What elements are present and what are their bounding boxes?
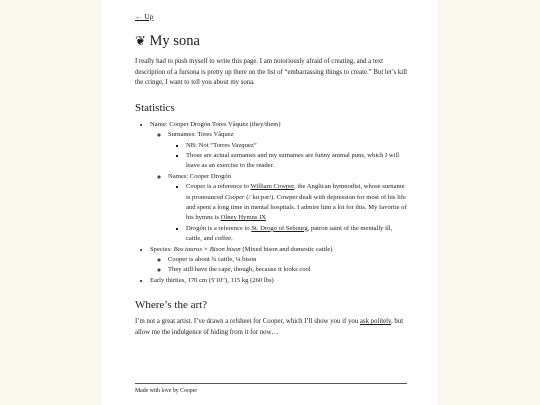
- list-item: [150, 276, 407, 286]
- list-item: [168, 130, 407, 172]
- drogon-text: Drogón is a reference to: [186, 224, 252, 232]
- nb-text: NB: Not “Torres Vazquez”: [186, 141, 257, 149]
- page-title-text: My sona: [149, 33, 200, 49]
- olney-hymns-link[interactable]: Olney Hymns IX: [220, 214, 267, 222]
- cooper-word: Cooper: [224, 193, 245, 201]
- ask-politely-link[interactable]: ask politely: [359, 318, 391, 326]
- species-text: (Mixed bison and domestic cattle): [240, 245, 333, 253]
- names-text: Names: Cooper Drogón: [168, 172, 231, 180]
- art-text: I’m not a great artist. I’ve drawn a refsheet for Cooper, which I’ll show you if you: [135, 318, 360, 326]
- cooper-text: (/ˈkuːpər/). Cowper dealt with depression for most of his life and spent a long time in mental hospitals. I admire him a lot for this. My favorite of his hymns is: [186, 193, 407, 222]
- list-item: [186, 182, 407, 224]
- up-link[interactable]: ← Up: [135, 12, 154, 21]
- footer-text: Made with love by Cooper: [135, 388, 198, 394]
- name-text: Name: Cooper Drogón Tores Vâquez (they/them): [150, 120, 281, 128]
- surnames-note: Those are actual surnames and my surnames are funny animal puns, which I will leave as an exercise to the reader.: [186, 152, 400, 170]
- list-item: [186, 151, 407, 172]
- floral-heart-icon: ❦: [135, 33, 146, 48]
- cooper-text: Cooper is a reference to: [186, 183, 251, 191]
- page-column: [102, 0, 438, 405]
- art-heading: Where’s the art?: [135, 299, 208, 312]
- art-text: , but allow me the indulgence of hiding from it for now…: [135, 318, 404, 336]
- intro-paragraph: I really had to push myself to write this page. I am notoriously afraid of creating, and a text description of a fursona is pretty up there on the list of “embarrassing things to create.” But let’s kill the cringe, I want to tell you about my sona.: [135, 58, 407, 87]
- list-item: [186, 141, 407, 151]
- william-cowper-link[interactable]: William Cowper: [250, 183, 295, 191]
- footer: [135, 383, 407, 395]
- cooper-text: , the Anglican hymnodist, whose surname is pronounced: [186, 183, 405, 201]
- drogon-text: , patron saint of the mentally ill, cattle, and coffee.: [186, 224, 393, 243]
- composition-text: Cooper is about ¾ cattle, ¼ bison: [168, 256, 257, 264]
- list-item: [150, 245, 407, 276]
- main-content: [135, 11, 407, 338]
- surnames-text: Surnames: Tores Vâquez: [168, 131, 234, 139]
- list-item: [168, 265, 407, 275]
- statistics-list: [135, 120, 407, 287]
- list-item: [168, 172, 407, 245]
- st-drogo-link[interactable]: St. Drogo of Sebourg: [251, 224, 308, 232]
- page-title: [135, 31, 407, 51]
- age-text: Early thirties, 170 cm (5′10″), 115 kg (260 lbs): [150, 276, 274, 284]
- species-label: Species:: [150, 245, 174, 253]
- statistics-heading: Statistics: [135, 101, 175, 114]
- species-latin: Bos taurus × Bison bison: [173, 245, 241, 253]
- list-item: [150, 120, 407, 245]
- list-item: [186, 224, 407, 245]
- art-paragraph: [135, 317, 407, 338]
- list-item: [168, 255, 407, 265]
- cape-text: They still have the cape, though, because it looks cool: [168, 266, 311, 274]
